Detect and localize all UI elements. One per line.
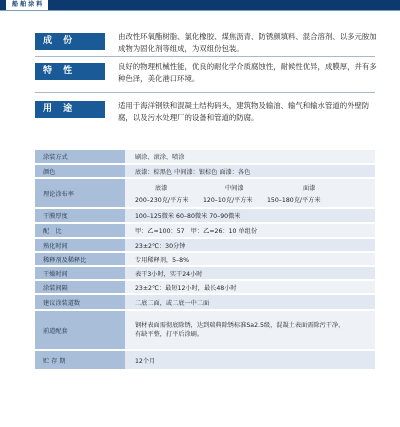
row-value: 底漆：棕黑色 中间漆：银棕色 面漆：各色 xyxy=(125,164,375,178)
table-row xyxy=(35,238,375,252)
sub-header: 底漆 xyxy=(155,184,168,192)
table-row xyxy=(35,223,375,238)
row-value: 二底二面，或二底一中二面 xyxy=(125,294,375,310)
row-label: 涂装方式 xyxy=(35,150,125,164)
row-value: 专用稀释剂，5–8% xyxy=(125,252,375,266)
top-rule xyxy=(0,10,400,11)
section-divider xyxy=(35,92,375,93)
row-label: 稀释剂及稀释比 xyxy=(35,252,125,266)
row-label: 熟化时间 xyxy=(35,238,125,252)
sub-header: 中间漆 xyxy=(225,184,244,192)
section-heading-usage: 用 途 xyxy=(35,101,105,118)
row-value: 23±2℃：30分钟 xyxy=(125,238,375,252)
section-divider xyxy=(35,56,375,57)
row-value: 100–125微米 60–80微米 70–90微米 xyxy=(125,208,375,223)
row-label: 涂装间隔 xyxy=(35,280,125,294)
category-tag: 船 舶 涂 料 xyxy=(6,0,48,10)
row-label: 贮 存 期 xyxy=(35,350,125,370)
row-label: 配 比 xyxy=(35,223,125,238)
row-label: 颜色 xyxy=(35,164,125,178)
section-heading-features: 特 性 xyxy=(35,63,105,80)
table-row xyxy=(35,310,375,350)
table-row xyxy=(35,164,375,178)
table-row xyxy=(35,266,375,280)
row-value: 23±2℃：最短12小时，最长48小时 xyxy=(125,280,375,294)
row-label: 干膜厚度 xyxy=(35,208,125,223)
table-row xyxy=(35,294,375,310)
sub-value: 200–230克/平方米 xyxy=(135,196,189,204)
table-row xyxy=(35,208,375,223)
section-text-usage: 适用于海洋钢铁和混凝土结构码头，建筑物及输油、输气和输水管道的外壁防腐，以及污水处理厂的设备和管道的防腐。 xyxy=(118,101,370,122)
table-row xyxy=(35,252,375,266)
row-value: 12个月 xyxy=(125,350,375,370)
sub-value: 120–10克/平方米 xyxy=(203,196,253,204)
row-value: 表干3小时，实干24小时 xyxy=(125,266,375,280)
row-value xyxy=(125,178,375,208)
row-label: 干燥时间 xyxy=(35,266,125,280)
table-row xyxy=(35,350,375,370)
row-label: 理论涂布率 xyxy=(35,178,125,208)
top-bar xyxy=(0,0,400,10)
table-row xyxy=(35,150,375,164)
row-label: 建议涂装道数 xyxy=(35,294,125,310)
spec-table xyxy=(35,150,375,371)
section-text-features: 良好的物理机械性能，优良的耐化学介质腐蚀性，耐候性优异，成膜厚，并有多种色泽，美化港口环境。 xyxy=(118,62,377,83)
section-text-composition: 由改性环氧酯树脂、氯化橡胶、煤焦沥青、防锈颜填料、混合溶剂、以多元胺加成物为固化剂等组成，为双组份包装。 xyxy=(118,32,377,53)
section-heading-composition: 成 份 xyxy=(35,33,105,50)
row-value: 刷涂、滚涂、喷涂 xyxy=(125,150,375,164)
table-row xyxy=(35,280,375,294)
table-row xyxy=(35,178,375,208)
row-value: 钢材表面需彻底除锈，达到瑞典除锈标准Sa2.5级，混凝土表面需除污干净，有缺平整，打平后涂刷。 xyxy=(125,310,375,350)
sub-value: 150–180克/平方米 xyxy=(267,196,321,204)
sub-header: 面漆 xyxy=(303,184,316,192)
row-label: 前道配套 xyxy=(35,310,125,350)
row-value: 甲：乙=100：57 甲：乙=26：10 单组份 xyxy=(125,223,375,238)
